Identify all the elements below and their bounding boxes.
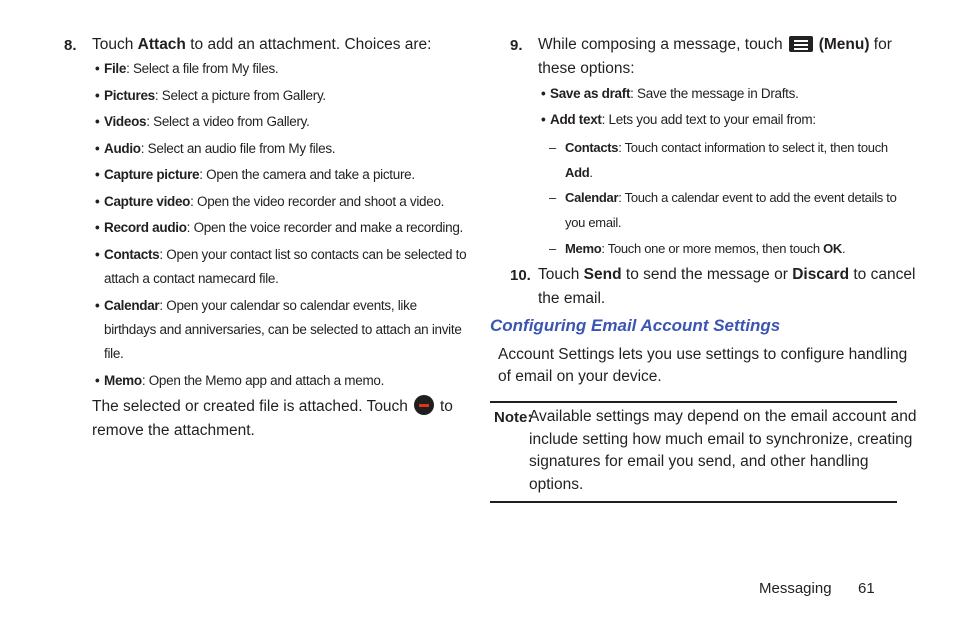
note-top-rule [490,401,897,403]
step-10-text: Touch Send to send the message or Discard to cancel the email. [538,266,916,307]
footer-section: Messaging [759,580,832,597]
step-number-9: 9. [510,37,523,54]
dash-contacts: – Contacts: Touch contact information to select it, then touch Add. [549,140,888,180]
page-number: 61 [858,580,875,597]
step-number-8: 8. [64,37,77,54]
section-heading: Configuring Email Account Settings [490,316,781,335]
bullet-file: • File: Select a file from My files. [95,61,279,76]
step-8-text: Touch Attach to add an attachment. Choices are: [92,36,432,53]
bullet-memo: • Memo: Open the Memo app and attach a memo. [95,373,385,388]
remove-minus-icon[interactable] [414,395,434,415]
bullet-save-as-draft: • Save as draft: Save the message in Drafts. [541,86,799,101]
bullet-pictures: • Pictures: Select a picture from Gallery. [95,88,326,103]
bullet-capture-picture: • Capture picture: Open the camera and take a picture. [95,167,415,182]
note-body: Available settings may depend on the email account and include setting how much email to synchronize, creating signatures for email you send, and other handling options. [529,408,917,493]
bullet-record-audio: • Record audio: Open the voice recorder and make a recording. [95,220,463,235]
dash-calendar: – Calendar: Touch a calendar event to add the event details to you email. [549,190,897,230]
bullet-videos: • Videos: Select a video from Gallery. [95,114,310,129]
bullet-capture-video: • Capture video: Open the video recorder and shoot a video. [95,194,445,209]
bullet-audio: • Audio: Select an audio file from My files. [95,141,336,156]
note-label: Note: [494,409,533,426]
attachment-note: The selected or created file is attached. Touch to remove the attachment. [92,395,453,443]
dash-memo: – Memo: Touch one or more memos, then touch OK. [549,241,846,256]
section-intro: Account Settings lets you use settings to configure handling of email on your device. [498,346,908,385]
step-9-text: While composing a message, touch (Menu) for these options: [538,36,892,77]
bullet-calendar: • Calendar: Open your calendar so calendar events, like birthdays and anniversaries, can be selected to attach an invite file. [95,298,462,361]
note-bottom-rule [490,501,897,503]
menu-icon[interactable] [789,36,813,52]
step-number-10: 10. [510,267,531,284]
bullet-add-text: • Add text: Lets you add text to your email from: [541,112,816,127]
bullet-contacts: • Contacts: Open your contact list so contacts can be selected to attach a contact namecard file. [95,247,467,286]
